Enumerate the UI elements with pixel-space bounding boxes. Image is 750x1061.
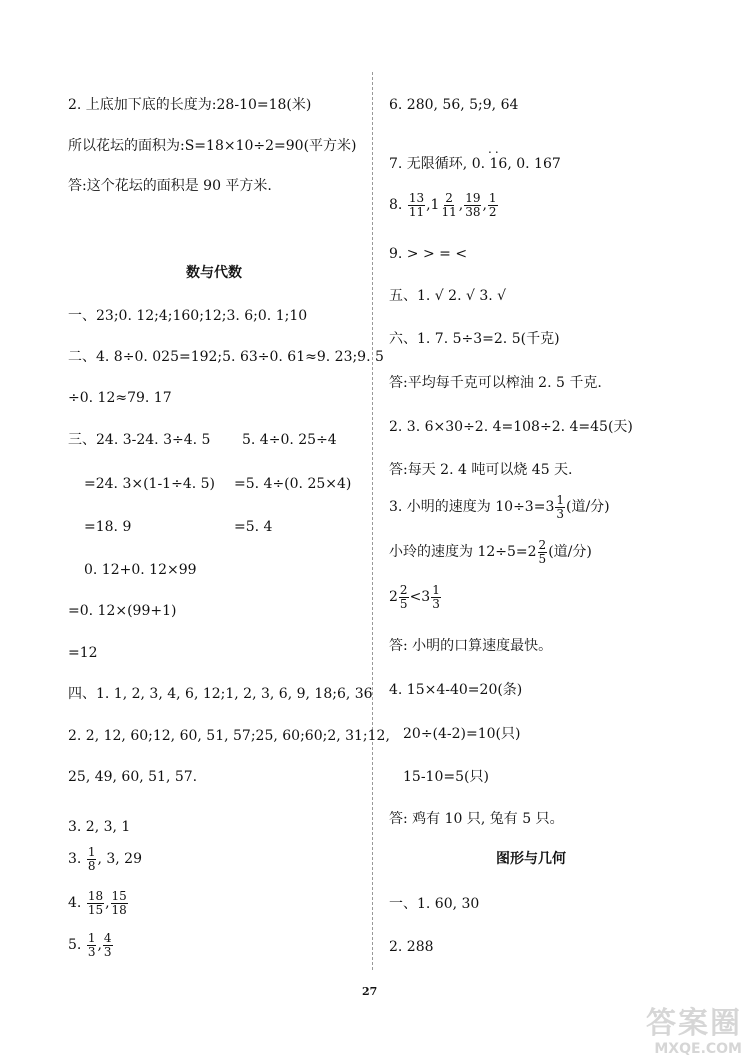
left-line-3: 答:这个花坛的面积是 90 平方米. — [68, 178, 272, 194]
fraction — [555, 494, 565, 521]
right-line-12 — [389, 580, 442, 614]
separator: , — [105, 895, 110, 911]
fraction — [399, 584, 409, 611]
denominator: 3 — [87, 944, 96, 959]
separator: , — [97, 937, 102, 953]
fraction — [87, 846, 97, 873]
left-line-13: 四、1. 1, 2, 3, 4, 6, 12;1, 2, 3, 6, 9, 18;6, 36 — [68, 686, 373, 702]
right-line-10 — [389, 490, 610, 524]
denominator: 8 — [87, 858, 96, 873]
denominator: 3 — [432, 596, 440, 611]
left-line-9b: =5. 4 — [234, 519, 273, 535]
denominator: 38 — [465, 204, 481, 219]
right-line-11 — [389, 535, 592, 569]
right-line-7: 答:平均每千克可以榨油 2. 5 千克. — [389, 375, 602, 391]
numerator: 19 — [465, 190, 481, 205]
left-line-16: 3. 2, 3, 1 — [68, 819, 131, 835]
numerator: 1 — [488, 190, 497, 205]
fraction — [87, 890, 104, 917]
watermark-url: MXQE.COM — [654, 1041, 742, 1057]
comparison: <3 — [409, 589, 431, 605]
left-line-7a: 三、24. 3-24. 3÷4. 5 — [68, 432, 211, 448]
left-line-10: 0. 12+0. 12×99 — [84, 562, 197, 578]
right-line-8: 2. 3. 6×30÷2. 4=108÷2. 4=45(天) — [389, 419, 633, 435]
right-line-2: 7. 无限循环, 0. 16, 0. 167 — [389, 156, 561, 172]
fraction — [111, 890, 128, 917]
fraction — [440, 192, 457, 219]
fraction — [87, 932, 97, 959]
numerator: 15 — [111, 888, 127, 903]
right-line-16: 15-10=5(只) — [403, 769, 489, 785]
right-line-9: 答:每天 2. 4 吨可以烧 45 天. — [389, 462, 573, 478]
numerator: 18 — [87, 888, 104, 903]
right-line-18: 一、1. 60, 30 — [389, 896, 480, 912]
fraction — [408, 192, 425, 219]
numerator: 2 — [538, 537, 547, 552]
fraction — [103, 932, 113, 959]
left-line-17 — [68, 844, 142, 874]
left-line-6: ÷0. 12≈79. 17 — [68, 390, 172, 406]
denominator: 15 — [87, 902, 104, 917]
whole-number: 2 — [389, 589, 398, 605]
separator: ,1 — [426, 197, 440, 213]
repeating-decimal-dots: .. — [488, 142, 502, 156]
denominator: 3 — [103, 944, 112, 959]
text-before: 小玲的速度为 12÷5=2 — [389, 544, 537, 560]
numerator: 1 — [87, 930, 96, 945]
numerator: 1 — [556, 492, 564, 507]
right-line-13: 答: 小明的口算速度最快。 — [389, 638, 553, 654]
right-line-6: 六、1. 7. 5÷3=2. 5(千克) — [389, 331, 560, 347]
denominator: 3 — [556, 506, 564, 521]
right-line-19: 2. 288 — [389, 939, 434, 955]
numerator: 2 — [399, 582, 408, 597]
denominator: 5 — [399, 596, 408, 611]
numerator: 13 — [408, 190, 425, 205]
section-heading-geometry: 图形与几何 — [496, 851, 566, 867]
right-line-5: 五、1. √ 2. √ 3. √ — [389, 288, 507, 304]
watermark-logo: 答案圈 — [646, 1006, 742, 1041]
right-line-14: 4. 15×4-40=20(条) — [389, 682, 523, 698]
numerator: 1 — [432, 582, 440, 597]
left-line-9a: =18. 9 — [84, 519, 132, 535]
right-line-15: 20÷(4-2)=10(只) — [403, 726, 521, 742]
item-label: 5. — [68, 937, 82, 953]
right-line-17: 答: 鸡有 10 只, 兔有 5 只。 — [389, 811, 564, 827]
item-label: 4. — [68, 895, 82, 911]
left-line-4: 一、23;0. 12;4;160;12;3. 6;0. 1;10 — [68, 308, 308, 324]
left-line-8a: =24. 3×(1-1÷4. 5) — [84, 476, 215, 492]
text-after: , 3, 29 — [97, 851, 142, 867]
numerator: 4 — [103, 930, 112, 945]
watermark — [646, 1007, 742, 1057]
left-line-19 — [68, 930, 114, 960]
left-line-18 — [68, 888, 129, 918]
section-heading-number-algebra: 数与代数 — [186, 265, 242, 281]
page-number: 27 — [362, 985, 378, 998]
item-label: 8. — [389, 197, 403, 213]
text-before: 3. 小明的速度为 10÷3=3 — [389, 499, 555, 515]
left-line-11: =0. 12×(99+1) — [68, 603, 177, 619]
left-line-12: =12 — [68, 645, 98, 661]
numerator: 1 — [87, 844, 96, 859]
numerator: 2 — [445, 190, 453, 205]
left-line-5: 二、4. 8÷0. 025=192;5. 63÷0. 61≈9. 23;9. 5 — [68, 349, 384, 365]
fraction — [464, 192, 481, 219]
separator: , — [458, 197, 464, 213]
left-line-14: 2. 2, 12, 60;12, 60, 51, 57;25, 60;60;2, 31;12, — [68, 728, 390, 744]
denominator: 5 — [538, 551, 547, 566]
left-line-2: 所以花坛的面积为:S=18×10÷2=90(平方米) — [68, 138, 357, 154]
column-divider — [372, 72, 373, 970]
fraction — [488, 192, 498, 219]
unit: (道/分) — [548, 544, 592, 560]
left-line-7b: 5. 4÷0. 25÷4 — [242, 432, 337, 448]
left-line-8b: =5. 4÷(0. 25×4) — [234, 476, 352, 492]
denominator: 18 — [111, 902, 127, 917]
right-line-1: 6. 280, 56, 5;9, 64 — [389, 97, 519, 113]
left-line-15: 25, 49, 60, 51, 57. — [68, 769, 198, 785]
denominator: 11 — [441, 204, 457, 219]
separator: , — [482, 197, 487, 213]
fraction — [538, 539, 548, 566]
right-line-3 — [389, 190, 499, 220]
fraction — [431, 584, 441, 611]
unit: (道/分) — [566, 499, 610, 515]
denominator: 11 — [408, 204, 425, 219]
left-line-1: 2. 上底加下底的长度为:28-10=18(米) — [68, 97, 312, 113]
item-label: 3. — [68, 851, 82, 867]
denominator: 2 — [488, 204, 497, 219]
right-line-4: 9. > > = < — [389, 246, 468, 262]
